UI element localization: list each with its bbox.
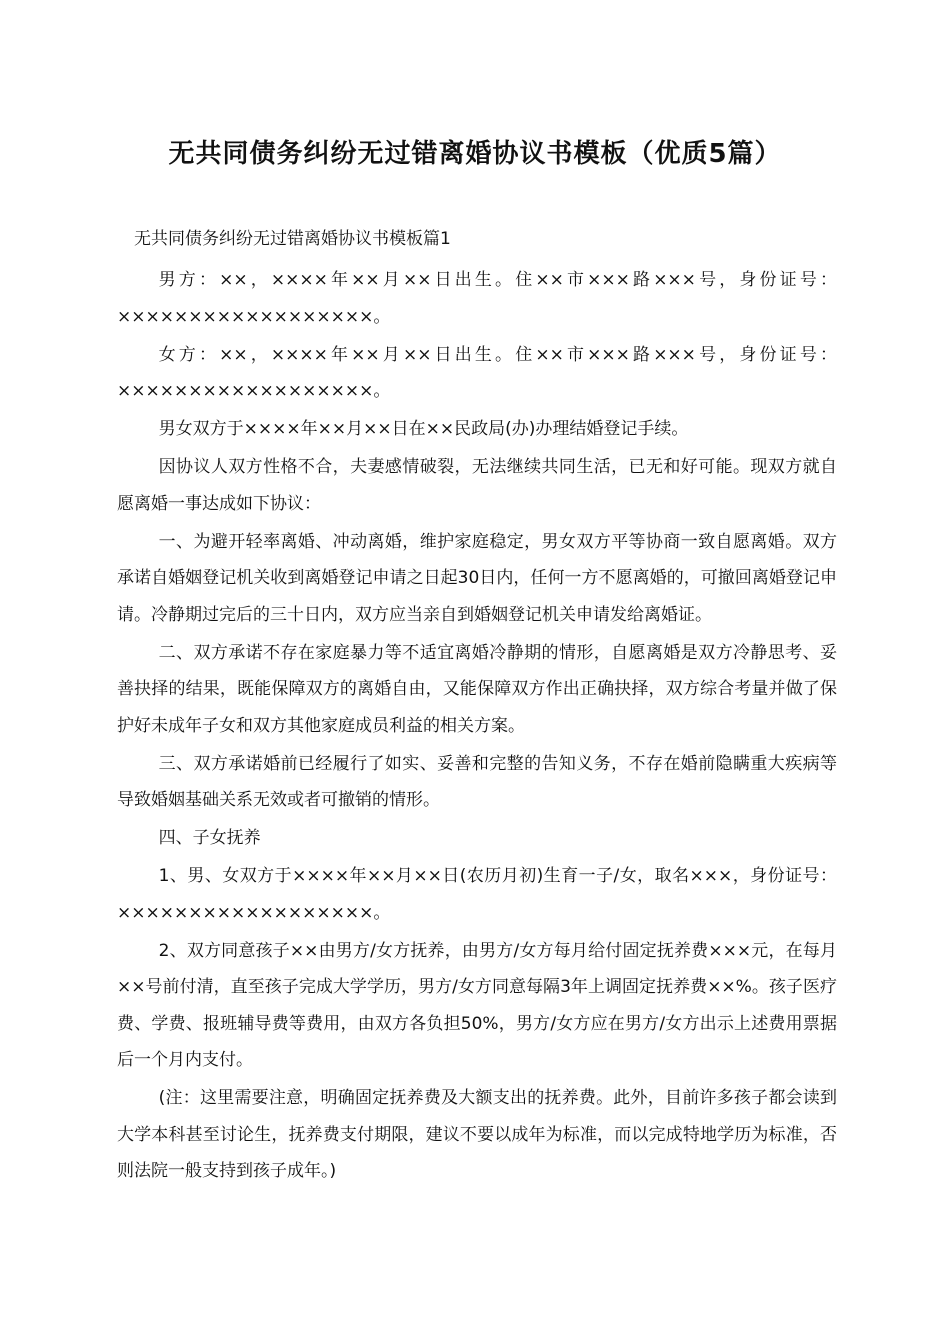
paragraph-note: (注：这里需要注意，明确固定抚养费及大额支出的抚养费。此外，目前许多孩子都会读到大学本科甚至讨论生，抚养费支付期限，建议不要以成年为标准，而以完成特地学历为标准，否则法院一般支持到孩子成年。) xyxy=(117,1088,837,1181)
paragraph-clause-3: 三、双方承诺婚前已经履行了如实、妥善和完整的告知义务，不存在婚前隐瞒重大疾病等导致婚姻基础关系无效或者可撤销的情形。 xyxy=(117,753,837,810)
paragraph-husband-info: 男方：××，××××年××月××日出生。住××市×××路×××号，身份证号：××××××××××××××××××。 xyxy=(117,270,837,327)
paragraph-child-support: 2、双方同意孩子××由男方/女方抚养，由男方/女方每月给付固定抚养费×××元，在每月××号前付清，直至孩子完成大学学历，男方/女方同意每隔3年上调固定抚养费××%。孩子医疗费、学费、报班辅导费等费用，由双方各负担50%，男方/女方应在男方/女方出示上述费用票据后一个月内支付。 xyxy=(117,940,837,1070)
section-heading: 无共同债务纠纷无过错离婚协议书模板篇1 xyxy=(134,229,451,249)
paragraph-clause-1: 一、为避开轻率离婚、冲动离婚，维护家庭稳定，男女双方平等协商一致自愿离婚。双方承诺自婚姻登记机关收到离婚登记申请之日起30日内，任何一方不愿离婚的，可撤回离婚登记申请。冷静期过完后的三十日内，双方应当亲自到婚姻登记机关申请发给离婚证。 xyxy=(117,531,837,625)
paragraph-reason: 因协议人双方性格不合，夫妻感情破裂，无法继续共同生活，已无和好可能。现双方就自愿离婚一事达成如下协议： xyxy=(117,457,837,514)
paragraph-clause-4-heading: 四、子女抚养 xyxy=(158,828,261,848)
paragraph-marriage-registration: 男女双方于××××年××月××日在××民政局(办)办理结婚登记手续。 xyxy=(158,419,689,439)
paragraph-clause-2: 二、双方承诺不存在家庭暴力等不适宜离婚冷静期的情形，自愿离婚是双方冷静思考、妥善抉择的结果，既能保障双方的离婚自由，又能保障双方作出正确抉择，双方综合考量并做了保护好未成年子女和双方其他家庭成员利益的相关方案。 xyxy=(117,642,837,736)
document-body xyxy=(117,262,837,1191)
document-title: 无共同债务纠纷无过错离婚协议书模板（优质5篇） xyxy=(168,139,782,169)
paragraph-child-info: 1、男、女双方于××××年××月××日(农历月初)生育一子/女，取名×××，身份证号：××××××××××××××××××。 xyxy=(117,866,837,923)
paragraph-wife-info: 女方：××，××××年××月××日出生。住××市×××路×××号，身份证号：××××××××××××××××××。 xyxy=(117,344,837,401)
